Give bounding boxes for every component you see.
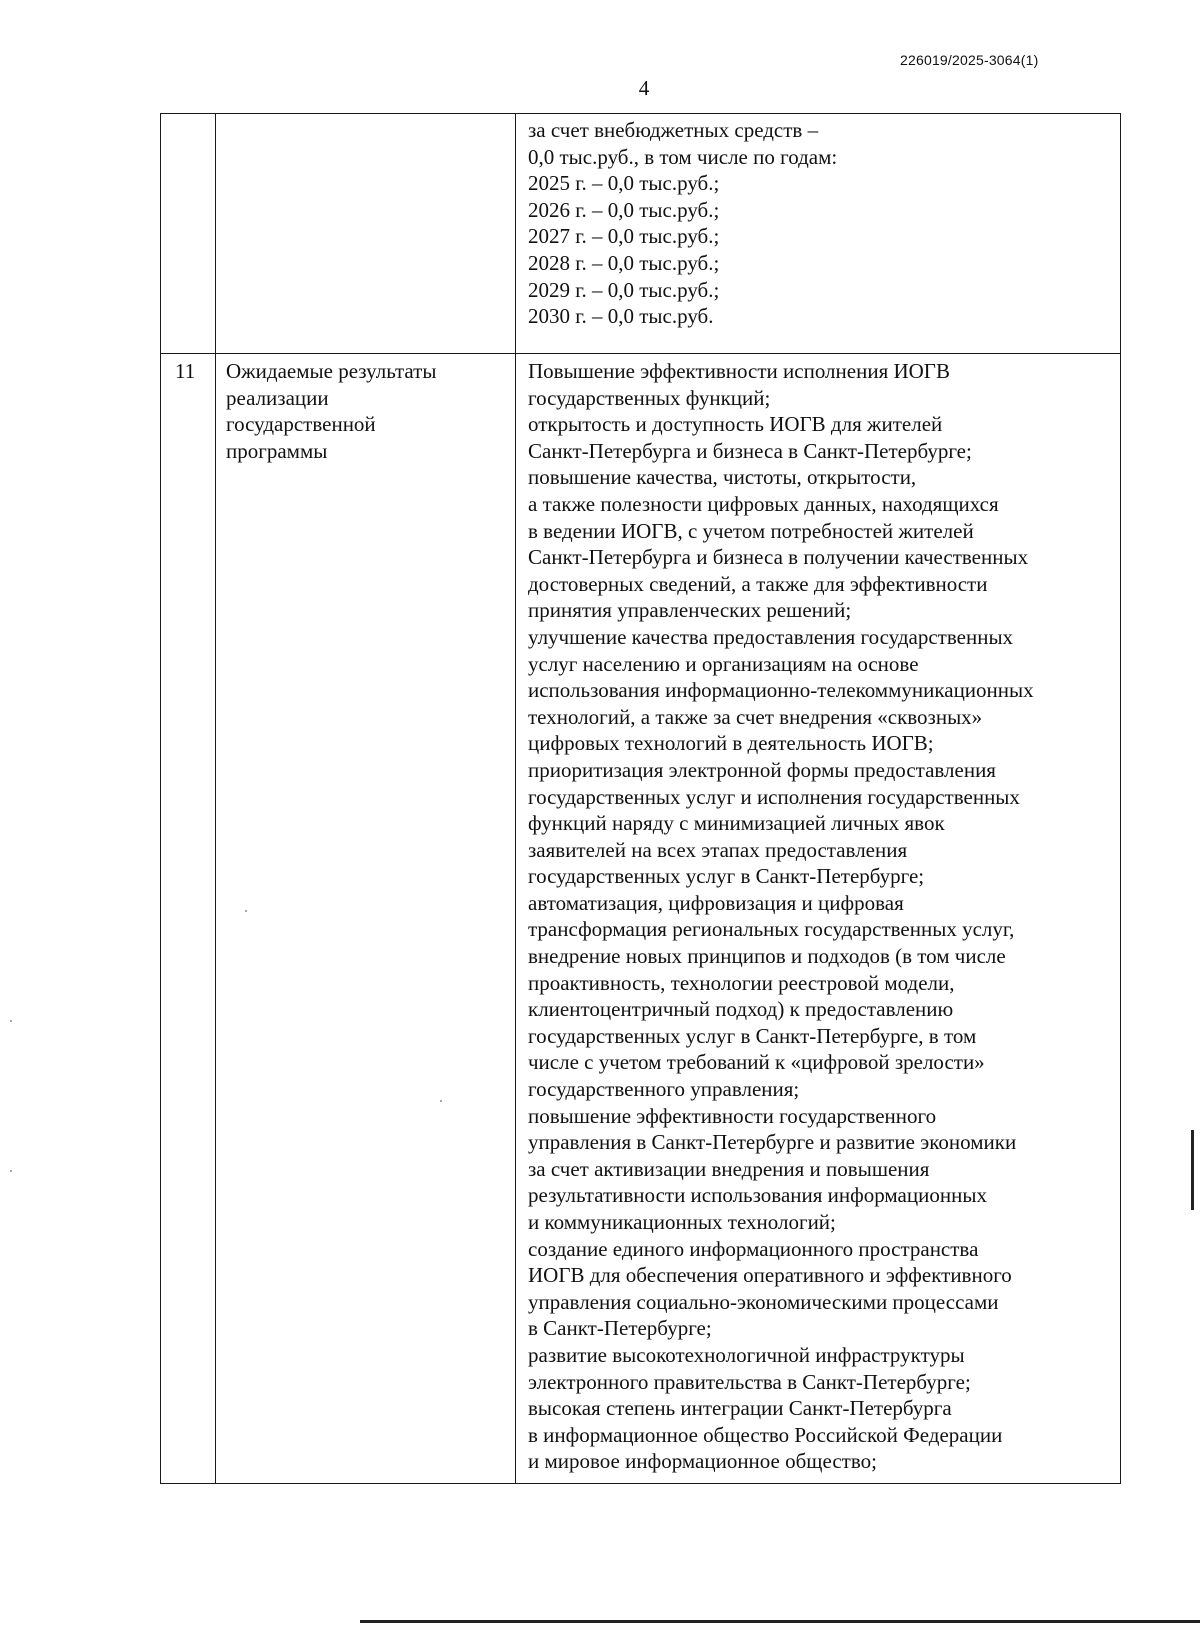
text-line: функций наряду с минимизацией личных явок [528, 811, 945, 836]
text-line: 2029 г. – 0,0 тыс.руб.; [528, 277, 720, 302]
scan-edge-mark-right [1191, 1130, 1194, 1210]
text-line: числе с учетом требований к «цифровой зрелости» [528, 1050, 985, 1075]
row-name-cell [216, 354, 516, 1484]
text-line: улучшение качества предоставления государственных [528, 624, 1014, 649]
name-line: государственной [226, 412, 376, 437]
text-line: 0,0 тыс.руб., в том числе по годам: [528, 144, 838, 169]
table-row-continued [161, 114, 1121, 354]
text-line: развитие высокотехнологичной инфраструктуры [528, 1342, 965, 1367]
text-line: трансформация региональных государственных услуг, [528, 917, 1015, 942]
text-line: внедрение новых принципов и подходов (в том числе [528, 944, 1006, 969]
text-line: а также полезности цифровых данных, находящихся [528, 491, 999, 516]
passport-table [160, 113, 1121, 1484]
row-number-cell: 11 [161, 354, 216, 1484]
text-line: Повышение эффективности исполнения ИОГВ [528, 359, 950, 383]
text-line: 2030 г. – 0,0 тыс.руб. [528, 304, 714, 329]
text-line: государственного управления; [528, 1077, 800, 1102]
text-line: повышение эффективности государственного [528, 1103, 937, 1128]
text-line: создание единого информационного пространства [528, 1236, 979, 1261]
text-line: Санкт-Петербурга и бизнеса в Санкт-Петербурге; [528, 438, 972, 463]
text-line: управления социально-экономическими процессами [528, 1289, 999, 1314]
text-line: приоритизация электронной формы предоставления [528, 757, 996, 782]
name-line: программы [226, 438, 328, 463]
text-line: автоматизация, цифровизация и цифровая [528, 890, 904, 915]
text-line: услуг населению и организациям на основе [528, 651, 919, 676]
text-line: 2026 г. – 0,0 тыс.руб.; [528, 197, 720, 222]
text-line: и мировое информационное общество; [528, 1449, 877, 1474]
text-line: в информационное общество Российской Федерации [528, 1422, 1003, 1447]
text-line: государственных услуг в Санкт-Петербурге, в том [528, 1023, 977, 1048]
text-line: открытость и доступность ИОГВ для жителей [528, 412, 943, 437]
text-line: 2025 г. – 0,0 тыс.руб.; [528, 171, 720, 196]
text-line: использования информационно-телекоммуникационных [528, 678, 1034, 703]
text-line: 2028 г. – 0,0 тыс.руб.; [528, 250, 720, 275]
text-line: ИОГВ для обеспечения оперативного и эффективного [528, 1263, 1012, 1288]
text-line: повышение качества, чистоты, открытости, [528, 465, 917, 490]
text-line: за счет внебюджетных средств – [528, 118, 819, 142]
text-line: заявителей на всех этапах предоставления [528, 837, 908, 862]
text-line: за счет активизации внедрения и повышения [528, 1156, 930, 1181]
text-line: управления в Санкт-Петербурге и развитие экономики [528, 1130, 1017, 1155]
funding-text-cell [516, 114, 1121, 354]
text-line: государственных функций; [528, 385, 771, 410]
text-line: в Санкт-Петербурге; [528, 1316, 712, 1341]
text-line: электронного правительства в Санкт-Петербурге; [528, 1369, 971, 1394]
text-line: цифровых технологий в деятельность ИОГВ; [528, 731, 934, 756]
row-name-cell [216, 114, 516, 354]
text-line: клиентоцентричный подход) к предоставлению [528, 997, 954, 1022]
scan-speck [10, 1020, 12, 1022]
text-line: результативности использования информационных [528, 1183, 987, 1208]
row-number-cell [161, 114, 216, 354]
text-line: в ведении ИОГВ, с учетом потребностей жителей [528, 518, 974, 543]
name-line: реализации [226, 385, 329, 410]
text-line: проактивность, технологии реестровой модели, [528, 970, 955, 995]
scan-speck [440, 1100, 442, 1102]
text-line: 2027 г. – 0,0 тыс.руб.; [528, 224, 720, 249]
text-line: Санкт-Петербурга и бизнеса в получении качественных [528, 545, 1029, 570]
document-id: 226019/2025-3064(1) [900, 52, 1039, 68]
text-line: принятия управленческих решений; [528, 598, 852, 623]
text-line: государственных услуг и исполнения государственных [528, 784, 1020, 809]
text-line: и коммуникационных технологий; [528, 1210, 836, 1234]
scan-speck [10, 1170, 12, 1172]
name-line: Ожидаемые результаты [226, 359, 437, 383]
text-line: технологий, а также за счет внедрения «сквозных» [528, 704, 983, 729]
text-line: высокая степень интеграции Санкт-Петербурга [528, 1396, 952, 1421]
scan-speck [245, 910, 247, 912]
text-line: государственных услуг в Санкт-Петербурге; [528, 864, 925, 889]
table-row-11 [161, 354, 1121, 1484]
page-number: 4 [638, 76, 650, 100]
results-text-cell [516, 354, 1121, 1484]
text-line: достоверных сведений, а также для эффективности [528, 571, 988, 596]
scan-edge-mark-bottom [360, 1620, 1200, 1623]
